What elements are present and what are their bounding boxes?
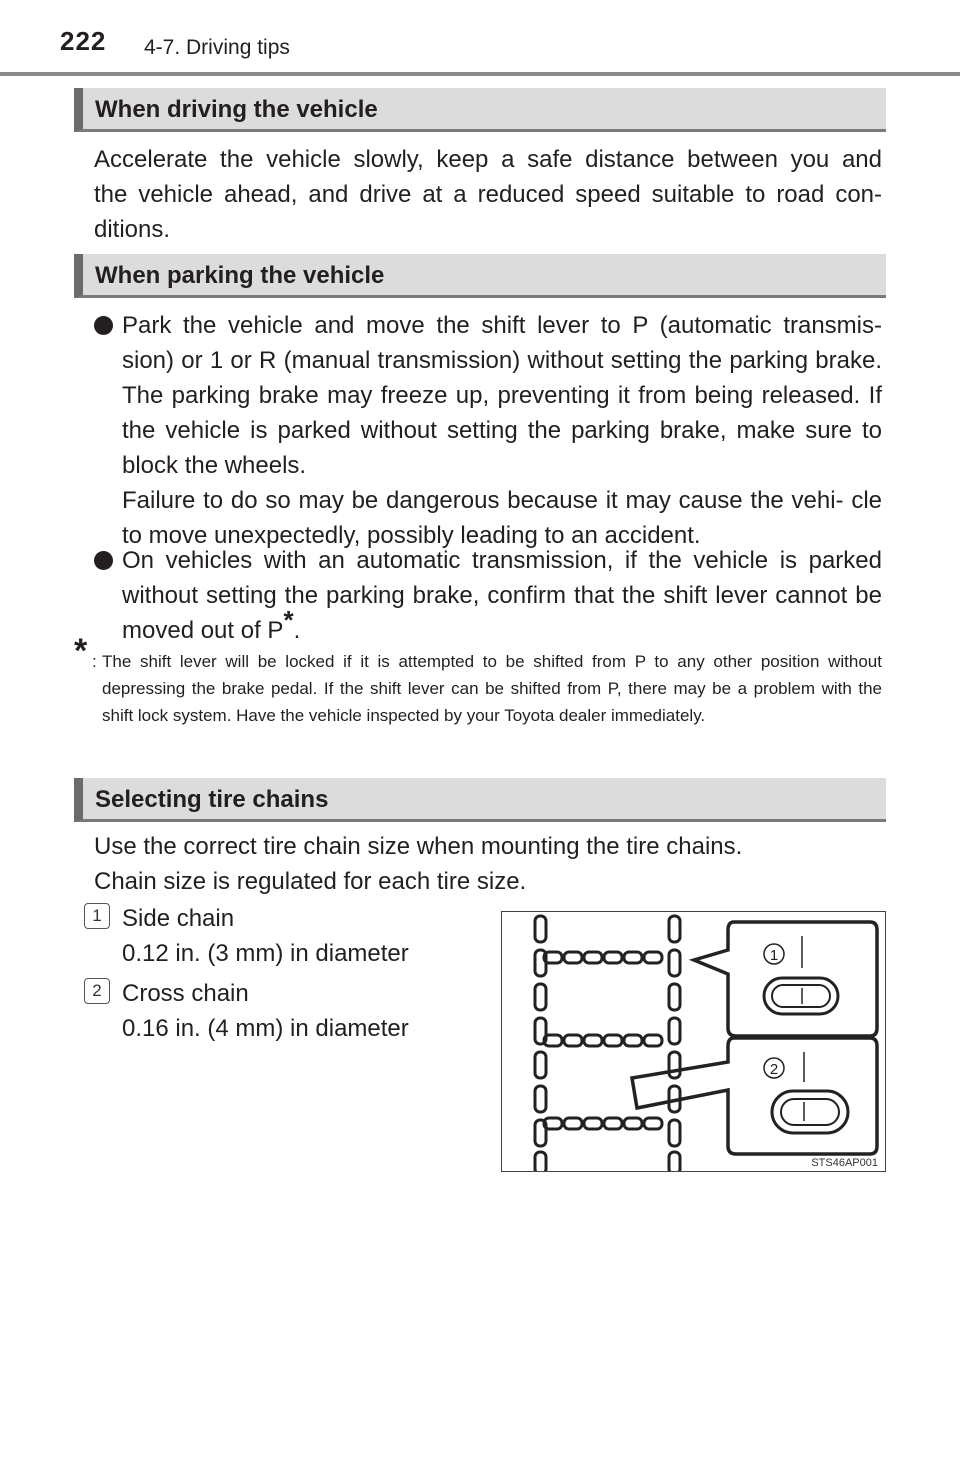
tire-chain-illustration bbox=[502, 912, 885, 1171]
footnote-colon: : bbox=[92, 652, 97, 671]
section-header-driving bbox=[74, 88, 886, 132]
bullet-text bbox=[122, 543, 882, 648]
bullet-body: On vehicles with an automatic transmission, if the vehicle is parked without setting the parking brake, confirm that the shift lever cannot be moved out of P bbox=[122, 547, 882, 644]
chains-line-1: Use the correct tire chain size when mounting the tire chains. bbox=[94, 833, 743, 860]
bullet-text: Park the vehicle and move the shift lever to P (automatic transmis- sion) or 1 or R (manual transmission) without setting the parking brake. The parking brake may freeze up, preventing it from being released. If the vehicle is parked without setting the parking brake, make sure to block the wheels. bbox=[122, 312, 882, 479]
item-number-badge: 2 bbox=[84, 978, 110, 1004]
section-title: Selecting tire chains bbox=[95, 786, 329, 813]
footnote bbox=[74, 632, 882, 729]
figure-code: STS46AP001 bbox=[811, 1157, 878, 1169]
item-spec: 0.12 in. (3 mm) in diameter bbox=[122, 940, 409, 967]
chains-line-2: Chain size is regulated for each tire size. bbox=[94, 868, 527, 895]
bullet-dot bbox=[94, 551, 113, 570]
driving-line-3: ditions. bbox=[94, 216, 171, 243]
top-rule bbox=[0, 72, 960, 76]
callout-1: 1 bbox=[769, 947, 779, 964]
item-number-badge: 1 bbox=[84, 903, 110, 929]
driving-line-2: the vehicle ahead, and drive at a reduced speed suitable to road con- bbox=[94, 181, 882, 208]
bullet-item bbox=[94, 308, 882, 553]
asterisk-mark: * bbox=[283, 605, 294, 635]
footnote-text: The shift lever will be locked if it is attempted to be shifted from P to any other position without depressing the brake pedal. If the shift lever can be shifted from P, there may be a problem with the shift lock system. Have the vehicle inspected by your Toyota dealer immediately. bbox=[102, 652, 882, 725]
bullet-end: . bbox=[293, 617, 301, 644]
item-spec: 0.16 in. (4 mm) in diameter bbox=[122, 1015, 409, 1042]
bullet-item bbox=[94, 543, 882, 648]
callout-2: 2 bbox=[769, 1061, 779, 1078]
item-name: Cross chain bbox=[122, 980, 249, 1007]
page-number: 222 bbox=[60, 26, 107, 56]
section-title: When parking the vehicle bbox=[95, 262, 385, 289]
section-header-chains bbox=[74, 778, 886, 822]
driving-line-1: Accelerate the vehicle slowly, keep a safe distance between you and bbox=[94, 146, 882, 173]
section-title: When driving the vehicle bbox=[95, 96, 378, 123]
item-name: Side chain bbox=[122, 905, 235, 932]
bullet-dot bbox=[94, 316, 113, 335]
footnote-mark: * bbox=[74, 632, 88, 670]
section-header-parking bbox=[74, 254, 886, 298]
tire-chain-figure bbox=[501, 911, 886, 1172]
bullet-text-continued: Failure to do so may be dangerous because it may cause the vehi- cle to move unexpectedly, possibly leading to an accident. bbox=[122, 487, 882, 549]
section-label: 4-7. Driving tips bbox=[144, 36, 290, 59]
